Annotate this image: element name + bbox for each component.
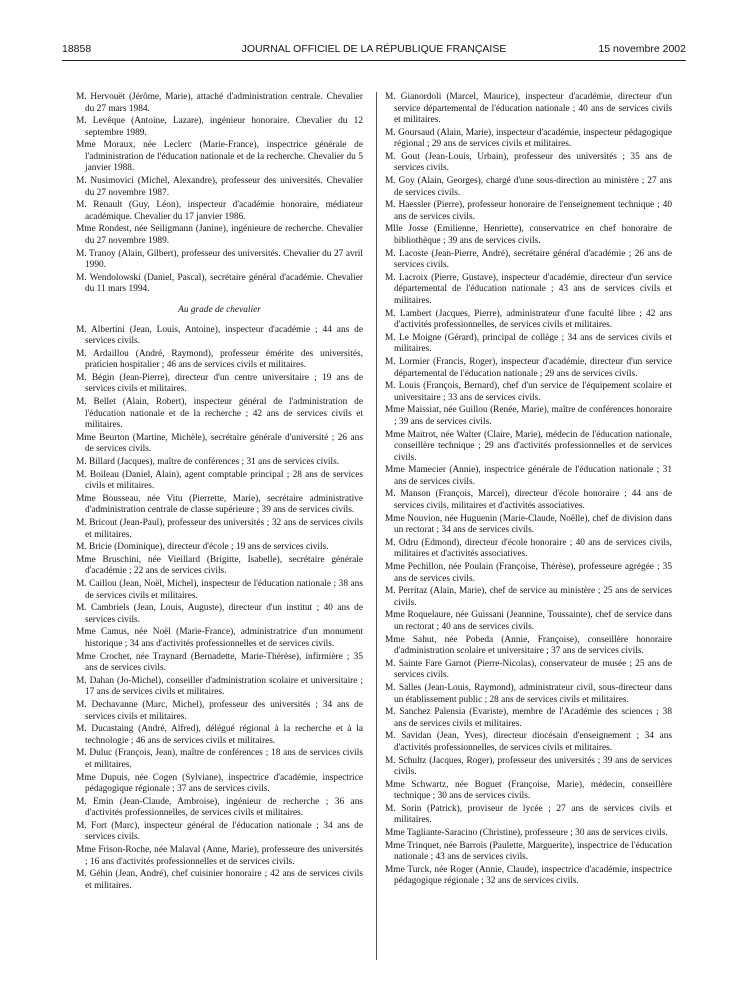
list-item: M. Billard (Jacques), maître de conférences ; 31 ans de services civils. <box>76 456 340 467</box>
list-item: M. Emin (Jean-Claude, Ambroise), ingénieur de recherche ; 36 ans d'activités professionnelles, de services civils et militaires. <box>76 796 363 819</box>
list-item: M. Le Moigne (Gérard), principal de collège ; 34 ans de services civils et militaires. <box>385 332 672 355</box>
list-item: M. Sorin (Patrick), proviseur de lycée ; 27 ans de services civils et militaires. <box>385 803 672 826</box>
list-item: Mme Bousseau, née Vitu (Pierrette, Marie), secrétaire administrative d'administration centrale de classe supérieure ; 39 ans de services civils. <box>76 493 363 516</box>
list-item: M. Fort (Marc), inspecteur général de l'éducation nationale ; 34 ans de services civils. <box>76 820 363 843</box>
subheading-chevalier: Au grade de chevalier <box>178 304 261 315</box>
list-item: M. Goy (Alain, Georges), chargé d'une sous-direction au ministère ; 27 ans de services civils. <box>385 176 672 198</box>
list-item: M. Nusimovici (Michel, Alexandre), professeur des universités. Chevalier du 27 novembre 1987. <box>76 176 363 198</box>
list-item: M. Renault (Guy, Léon), inspecteur d'académie honoraire, médiateur académique. Chevalier du 17 janvier 1986. <box>76 200 363 222</box>
list-item: M. Wendolowski (Daniel, Pascal), secrétaire général d'académie. Chevalier du 11 mars 1994. <box>76 272 363 295</box>
list-item: M. Perritaz (Alain, Marie), chef de service au ministère ; 25 ans de services civils. <box>385 586 672 608</box>
list-item: M. Manson (François, Marcel), directeur d'école honoraire ; 44 ans de services civils, militaires et d'activités associatives. <box>385 489 672 511</box>
list-item: M. Sanchez Palensia (Evariste), membre de l'Académie des sciences ; 38 ans de services civils et militaires. <box>385 707 672 729</box>
list-item: Mme Pechillon, née Poulain (Françoise, Thérèse), professeure agrégée ; 35 ans de services civils. <box>385 562 672 584</box>
list-item: M. Bégin (Jean-Pierre), directeur d'un centre universitaire ; 19 ans de services civils et militaires. <box>76 372 363 395</box>
list-item: Mme Trinquet, née Barrois (Paulette, Marguerite), inspectrice de l'éducation nationale ; 43 ans de services civils. <box>385 840 672 863</box>
list-item: Mme Sahut, née Pobeda (Annie, Françoise), conseillère honoraire d'administration scolaire et universitaire ; 37 ans de services civils. <box>385 634 672 657</box>
list-item: Mme Camus, née Noël (Marie-France), administratrice d'un monument historique ; 34 ans d'activités professionnelles et de services civils. <box>76 627 363 649</box>
list-item: Mme Beurton (Martine, Michèle), secrétaire générale d'université ; 26 ans de services civils. <box>76 432 363 455</box>
list-item: M. Ducastaing (André, Alfred), délégué régional à la recherche et à la technologie ; 46 ans de services civils et militaires. <box>76 724 363 746</box>
list-item: M. Tranoy (Alain, Gilbert), professeur des universités. Chevalier du 27 avril 1990. <box>76 248 363 271</box>
list-item: Mme Turck, née Roger (Annie, Claude), inspectrice d'académie, inspectrice pédagogique régionale ; 32 ans de services civils. <box>385 864 672 887</box>
list-item: M. Savidan (Jean, Yves), directeur diocésain d'enseignement ; 34 ans d'activités professionnelles, de services civils et militaires. <box>385 731 672 753</box>
list-item: M. Ardaillou (André, Raymond), professeur émérite des universités, praticien hospitalier ; 46 ans de services civils et militaires. <box>76 348 363 371</box>
list-item: Mme Maitrot, née Walter (Claire, Marie), médecin de l'éducation nationale, conseillère technique ; 29 ans d'activités professionnelles et de services civils. <box>385 429 672 463</box>
issue-date: 15 novembre 2002 <box>598 43 686 55</box>
list-item: Mme Nouvion, née Huguenin (Marie-Claude, Noëlle), chef de division dans un rectorat ; 34 ans de services civils. <box>385 513 672 536</box>
list-item: Mme Dupuis, née Cogen (Sylviane), inspectrice d'académie, inspectrice pédagogique régionale ; 37 ans de services civils. <box>76 772 363 795</box>
list-item: M. Lambert (Jacques, Pierre), administrateur d'une faculté libre ; 42 ans d'activités professionnelles, de services civils et militaires. <box>385 308 672 331</box>
list-item: M. Bellet (Alain, Robert), inspecteur général de l'administration de l'éducation nationale et de la recherche ; 42 ans de services civils et militaires. <box>76 397 363 431</box>
list-item: Mlle Josse (Emilienne, Henriette), conservatrice en chef honoraire de bibliothèque ; 39 ans de services civils. <box>385 224 672 247</box>
list-item: Mme Maissiat, née Guillou (Renée, Marie), maître de conférences honoraire ; 39 ans de services civils. <box>385 405 672 427</box>
list-item: M. Sainte Fare Garnot (Pierre-Nicolas), conservateur de musée ; 25 ans de services civils. <box>385 658 672 681</box>
list-item: Mme Rondest, née Seiligmann (Janine), ingénieure de recherche. Chevalier du 27 novembre 1989. <box>76 224 363 247</box>
list-item: M. Haessler (Pierre), professeur honoraire de l'enseignement technique ; 40 ans de services civils. <box>385 200 672 222</box>
list-item: M. Géhin (Jean, André), chef cuisinier honoraire ; 42 ans de services civils et militaires. <box>76 869 363 891</box>
list-item: Mme Mamecier (Annie), inspectrice générale de l'éducation nationale ; 31 ans de services civils. <box>385 465 672 487</box>
list-item: Mme Schwartz, née Boguet (Françoise, Marie), médecin, conseillère technique ; 30 ans de services civils. <box>385 779 672 802</box>
right-entries <box>385 92 672 888</box>
list-item: M. Lormier (Francis, Roger), inspecteur d'académie, directeur d'un service départemental de l'éducation nationale ; 29 ans de services civils. <box>385 356 672 379</box>
list-item: M. Boileau (Daniel, Alain), agent comptable principal ; 28 ans de services civils et militaires. <box>76 469 363 492</box>
list-item: Mme Crochet, née Traynard (Bernadette, Marie-Thérèse), infirmière ; 35 ans de services civils. <box>76 651 363 674</box>
list-item: M. Lacroix (Pierre, Gustave), inspecteur d'académie, directeur d'un service départemental de l'éducation nationale ; 43 ans de services civils et militaires. <box>385 272 672 306</box>
list-item: M. Goursaud (Alain, Marie), inspecteur d'académie, inspecteur pédagogique régional ; 29 ans de services civils et militaires. <box>385 127 672 150</box>
list-item: Mme Roquelaure, née Guissani (Jeannine, Toussainte), chef de service dans un rectorat ; 40 ans de services civils. <box>385 610 672 632</box>
list-item: M. Gout (Jean-Louis, Urbain), professeur des universités ; 35 ans de services civils. <box>385 151 672 174</box>
left-entries-bottom <box>76 325 363 893</box>
page-number: 18858 <box>62 43 92 55</box>
right-column <box>385 92 672 889</box>
list-item: M. Salles (Jean-Louis, Raymond), administrateur civil, sous-directeur dans un établissement public ; 28 ans de services civils et militaires. <box>385 682 672 705</box>
list-item: M. Bricie (Dominique), directeur d'école ; 19 ans de services civils. <box>76 542 329 553</box>
list-item: M. Odru (Edmond), directeur d'école honoraire ; 40 ans de services civils, militaires et d'activités associatives. <box>385 537 672 560</box>
column-divider <box>376 92 377 960</box>
list-item: M. Schultz (Jacques, Roger), professeur des universités ; 39 ans de services civils. <box>385 755 672 778</box>
header-rule <box>62 60 686 61</box>
list-item: M. Louis (François, Bernard), chef d'un service de l'équipement scolaire et universitaire ; 33 ans de services civils. <box>385 381 672 403</box>
list-item: M. Lacoste (Jean-Pierre, André), secrétaire général d'académie ; 26 ans de services civils. <box>385 248 672 271</box>
list-item: M. Bricout (Jean-Paul), professeur des universités ; 32 ans de services civils et militaires. <box>76 518 363 540</box>
list-item: M. Hervouët (Jérôme, Marie), attaché d'administration centrale. Chevalier du 27 mars 1984. <box>76 92 363 114</box>
list-item: M. Dahan (Jo-Michel), conseiller d'administration scolaire et universitaire ; 17 ans de services civils et militaires. <box>76 675 363 698</box>
left-entries-top <box>76 92 363 296</box>
list-item: Mme Frison-Roche, née Malaval (Anne, Marie), professeure des universités ; 16 ans d'activités professionnelles et de services civils. <box>76 845 363 867</box>
list-item: M. Levêque (Antoine, Lazare), ingénieur honoraire. Chevalier du 12 septembre 1989. <box>76 116 363 138</box>
list-item: Mme Bruschini, née Vieillard (Brigitte, Isabelle), secrétaire générale d'académie ; 22 ans de services civils. <box>76 554 363 577</box>
list-item: M. Gianordoli (Marcel, Maurice), inspecteur d'académie, directeur d'un service départemental de l'éducation nationale ; 40 ans de services civils et militaires. <box>385 92 672 126</box>
list-item: M. Caillou (Jean, Noël, Michel), inspecteur de l'éducation nationale ; 38 ans de services civils et militaires. <box>76 579 363 601</box>
list-item: M. Dechavanne (Marc, Michel), professeur des universités ; 34 ans de services civils et militaires. <box>76 699 363 722</box>
list-item: Mme Moraux, née Leclerc (Marie-France), inspectrice générale de l'administration de l'éducation nationale et de la recherche. Chevalier du 5 janvier 1988. <box>76 140 363 174</box>
journal-title: JOURNAL OFFICIEL DE LA RÉPUBLIQUE FRANÇAISE <box>241 43 507 55</box>
list-item: Mme Tagliante-Saracino (Christine), professeure ; 30 ans de services civils. <box>385 828 668 839</box>
list-item: M. Duluc (François, Jean), maître de conférences ; 18 ans de services civils et militaires. <box>76 748 363 770</box>
left-column <box>76 92 363 893</box>
list-item: M. Cambriels (Jean, Louis, Auguste), directeur d'un institut ; 40 ans de services civils. <box>76 603 363 625</box>
list-item: M. Albertini (Jean, Louis, Antoine), inspecteur d'académie ; 44 ans de services civils. <box>76 324 363 347</box>
page-header <box>62 43 686 57</box>
